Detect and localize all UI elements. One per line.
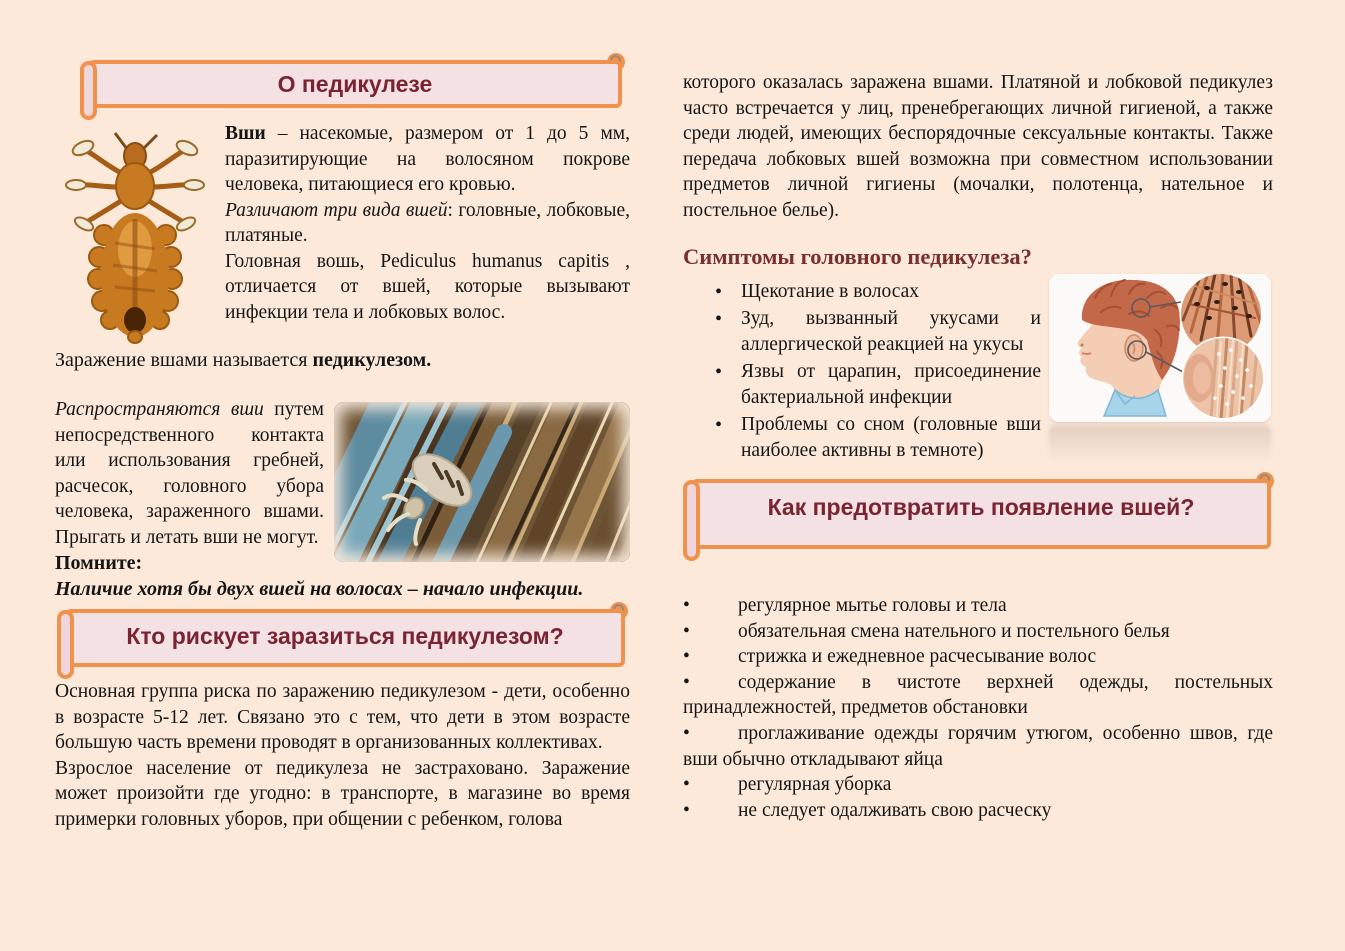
continuation-paragraph: которого оказалась заражена вшами. Платяной и лобковой педикулез часто встречается у лиц, пренебрегающих личной гигиеной, а также среди людей, имеющих беспорядочные сексуальные контакты. Также передача лобковых вшей возможна при совместном использовании предметов личной гигиены (мочалки, полотенца, нательное и постельное белье). xyxy=(683,72,1273,221)
spread-paragraph: Распространяются вши путем непосредственного контакта или использования гребней, расчесок, головного убора человека, зараженного вшами. Прыгать и летать вши не могут. xyxy=(55,399,324,548)
intro-kinds-rest: : головные, лобковые, платяные. xyxy=(225,199,631,246)
prevention-item: • регулярная уборка xyxy=(683,772,1273,798)
symptoms-list xyxy=(683,279,1273,465)
banner-about-pediculosis xyxy=(80,60,622,108)
prevention-list xyxy=(683,593,1273,823)
spread-section xyxy=(55,397,630,601)
prevention-item: • не следует одалживать свою расческу xyxy=(683,798,1273,824)
banner-title: Как предотвратить появление вшей? xyxy=(691,479,1271,549)
right-column xyxy=(683,70,1273,823)
prevention-item: • содержание в чистоте верхней одежды, постельных принадлежностей, предметов обстановки xyxy=(683,671,1273,719)
intro-lead-rest: – насекомые, размером от 1 до 5 мм, паразитирующие на волосяном покрове человека, питающиеся его кровью. xyxy=(225,123,630,195)
banner-title: Кто рискует заразиться педикулезом? xyxy=(65,609,625,667)
bullet-icon: • xyxy=(683,671,690,693)
prevention-item: • проглаживание одежды горячим утюгом, особенно швов, где вши обычно откладывают яйца xyxy=(683,722,1273,770)
intro-section xyxy=(55,121,630,325)
scroll-roll-left xyxy=(683,480,700,561)
remember-warning: Наличие хотя бы двух вшей на волосах – начало инфекции. xyxy=(55,578,584,600)
symptom-item: • Язвы от царапин, присоединение бактериальной инфекции xyxy=(683,359,1273,412)
banner-title: О педикулезе xyxy=(88,60,622,108)
prevention-item: • обязательная смена нательного и постельного белья xyxy=(683,619,1273,645)
bullet-icon: • xyxy=(683,595,690,616)
left-column xyxy=(55,60,630,832)
bullet-icon: • xyxy=(683,620,690,642)
infection-definition: Заражение вшами называется педикулезом. xyxy=(55,349,432,371)
intro-lead-bold: Вши xyxy=(225,123,266,144)
symptom-item: • Проблемы со сном (головные вши наиболее активны в темноте) xyxy=(683,412,1273,465)
scroll-roll-left xyxy=(80,61,97,120)
remember-label: Помните: xyxy=(55,552,143,574)
banner-who-risks xyxy=(57,609,625,667)
risk-paragraph-2: Взрослое население от педикулеза не застраховано. Заражение может произойти где угодно: в транспорте, в магазине во время примерки головных уборов, при общении с ребенком, голова xyxy=(55,757,630,830)
symptoms-heading: Симптомы головного педикулеза? xyxy=(683,244,1032,269)
intro-kinds-italic: Различают три вида вшей xyxy=(225,199,448,221)
symptom-item: • Зуд, вызванный укусами и аллергической реакцией на укусы xyxy=(683,306,1273,359)
bullet-icon: • xyxy=(683,799,690,821)
bullet-icon: • xyxy=(683,774,690,796)
prevention-item: • регулярное мытье головы и тела xyxy=(683,593,1273,619)
bullet-icon: • xyxy=(683,646,690,668)
symptom-item: • Щекотание в волосах xyxy=(683,279,1273,306)
scroll-roll-left xyxy=(57,610,74,679)
risk-paragraph-1: Основная группа риска по заражению педикулезом - дети, особенно в возрасте 5-12 лет. Связано это с тем, что дети в этом возрасте большую часть времени проводят в организованных коллективах. xyxy=(55,681,630,753)
banner-how-to-prevent xyxy=(683,479,1271,549)
intro-head-louse: Головная вошь, Pediculus humanus capitis , отличается от вшей, которые вызывают инфекции тела и лобковых волос. xyxy=(225,250,630,323)
bullet-icon: • xyxy=(683,722,690,744)
risk-section xyxy=(55,679,630,832)
louse-on-hair-photo xyxy=(334,402,630,562)
prevention-item: • стрижка и ежедневное расчесывание волос xyxy=(683,644,1273,670)
head-louse-photo xyxy=(65,123,205,349)
